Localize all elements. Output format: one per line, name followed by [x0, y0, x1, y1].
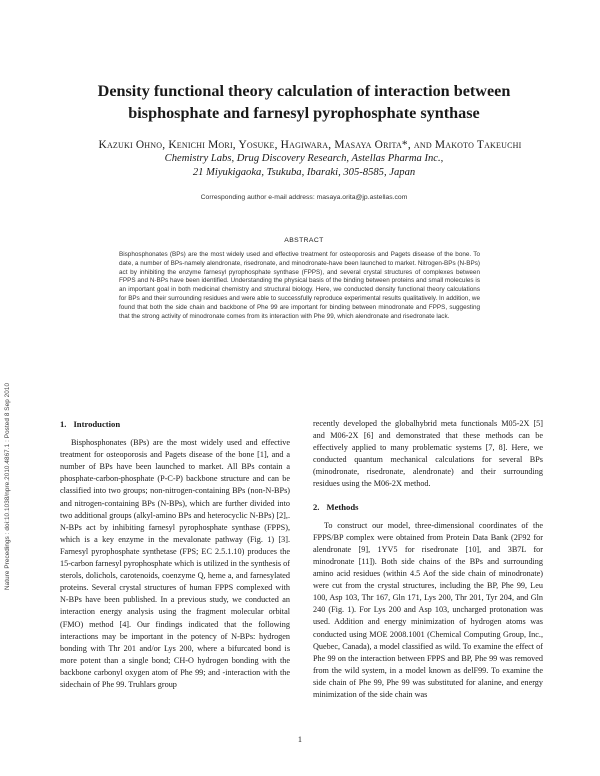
introduction-paragraph: Bisphosphonates (BPs) are the most widely used and effective treatment for osteoporosis and Pagets disease of the bone [1], and a number of BPs have been launched to market. All BPs contain a phosphate-carbon-phosphate (P-C-P) backbone structure and can be classified into two groups; non-nitrogen-containing BPs (non-N-BPs) and nitrogen-containing BPs (N-BPs), which are further divided into two additional groups (alkyl-amino BPs and heterocyclic N-BPs) [2],. N-BPs act by inhibiting farnesyl pyrophosphate synthase (FPPS), which is a key enzyme in the mevalonate pathway (Fig. 1) [3]. Farnesyl pyrophosphate synthetase (FPS; EC 2.5.1.10) produces the 15-carbon farnesyl pyrophosphate which is utilized in the synthesis of sterols, dolichols, carotenoids, coenzyme Q, heme a, and farnesylated proteins. Several crystal structures of human FPPS complexed with N-BPs have been published. In a previous study, we conducted an interaction energy analysis using the fragment molecular orbital (FMO) method [4]. Our findings indicated that the following interactions may be important in the potency of N-BPs: hydrogen bonding with Thr 201 and/or Lys 200, where a bifurcated bond is more potent than a single bond; CH-O hydrogen bonding with the backbone carbonyl oxygen atom of Phe 99; and -interaction with the sidechain of Phe 99. Truhlars group: [60, 438, 290, 689]
methods-paragraph: To construct our model, three-dimensional coordinates of the FPPS/BP complex were obtained from Protein Data Bank (2F92 for alendronate [9], 1YV5 for risedronate [10], and 3B7L for minodronate [11]). Both side chains of the BPs and surrounding amino acid residues (within 4.5 Aof the side chain of minodronate) were cut from the crystal structures, including the BP, Phe 99, Leu 100, Asp 103, Thr 167, Gln 171, Lys 200, Thr 201, Tyr 204, and Gln 240 (Fig. 1). For Lys 200 and Asp 103, uncharged protonation was used. Addition and energy minimization of hydrogen atoms was conducted using MOE 2008.1001 (Chemical Computing Group, Inc., Quebec, Canada), a model classified as wild. To examine the effect of Phe 99 on the interaction between FPPS and BP, Phe 99 was removed from the wild system, in a model known as delF99. To examine the side chain of Phe 99, Phe 99 was substituted for alanine, and energy minimization of the side chain was: [313, 520, 543, 699]
section-title: Methods: [326, 501, 359, 512]
left-column: [60, 418, 290, 691]
paper-title: Density functional theory calculation of interaction between bisphosphate and farnesyl pyrophosphate synthase: [97, 82, 511, 122]
preprint-identifier: Nature Precedings : doi:10.1038/npre.2010.4867.1 : Posted 8 Sep 2010: [4, 382, 11, 590]
section-title: Introduction: [73, 419, 121, 429]
right-column: [313, 418, 543, 701]
corresponding-author: Corresponding author e-mail address: masaya.orita@jp.astellas.com: [200, 194, 408, 201]
abstract-heading: ABSTRACT: [284, 237, 324, 244]
author-list: Kazuki Ohno, Kenichi Mori, Yosuke, Hagiwara, Masaya Orita*, and Makoto Takeuchi: [98, 139, 522, 151]
affiliation-line-1: Chemistry Labs, Drug Discovery Research, Astellas Pharma Inc.,: [164, 153, 444, 164]
page-number: 1: [297, 735, 303, 744]
section-number: 1.: [60, 419, 67, 429]
section-heading-methods: [313, 501, 543, 513]
section-heading-introduction: [60, 418, 290, 430]
section-number: 2.: [313, 501, 320, 512]
abstract-body: Bisphosphonates (BPs) are the most widely used and effective treatment for osteoporosis and Pagets disease of the bone. To date, a number of BPs-namely alendronate, risedronate, and minodronate-have been launched to market. Nitrogen-BPs (N-BPs) act by inhibiting the enzyme farnesyl pyrophosphate synthase (FPPS), and several crystal structures of complexes between FPPS and N-BPs have been identified. Understanding the physical basis of the binding between proteins and small molecules is an important goal in both medicinal chemistry and structural biology. Here, we conducted density functional theory calculations for BPs and their surrounding residues and were able to successfully reproduce experimental results qualitatively. In addition, we found that both the side chain and backbone of Phe 99 are important for binding between minodronate and FPPS, suggesting that the strong activity of minodronate comes from its interaction with Phe 99, which alendronate and risedronate lack.: [119, 251, 480, 320]
introduction-continued: recently developed the globalhybrid meta functionals M05-2X [5] and M06-2X [6] and demonstrated that these methods can be effectively applied to many problematic systems [7, 8]. Here, we conducted quantum mechanical calculations for several BPs (minodronate, risedronate, alendronate) and their surrounding residues using the M06-2X method.: [313, 419, 543, 489]
affiliation-line-2: 21 Miyukigaoka, Tsukuba, Ibaraki, 305-8585, Japan: [192, 167, 416, 178]
